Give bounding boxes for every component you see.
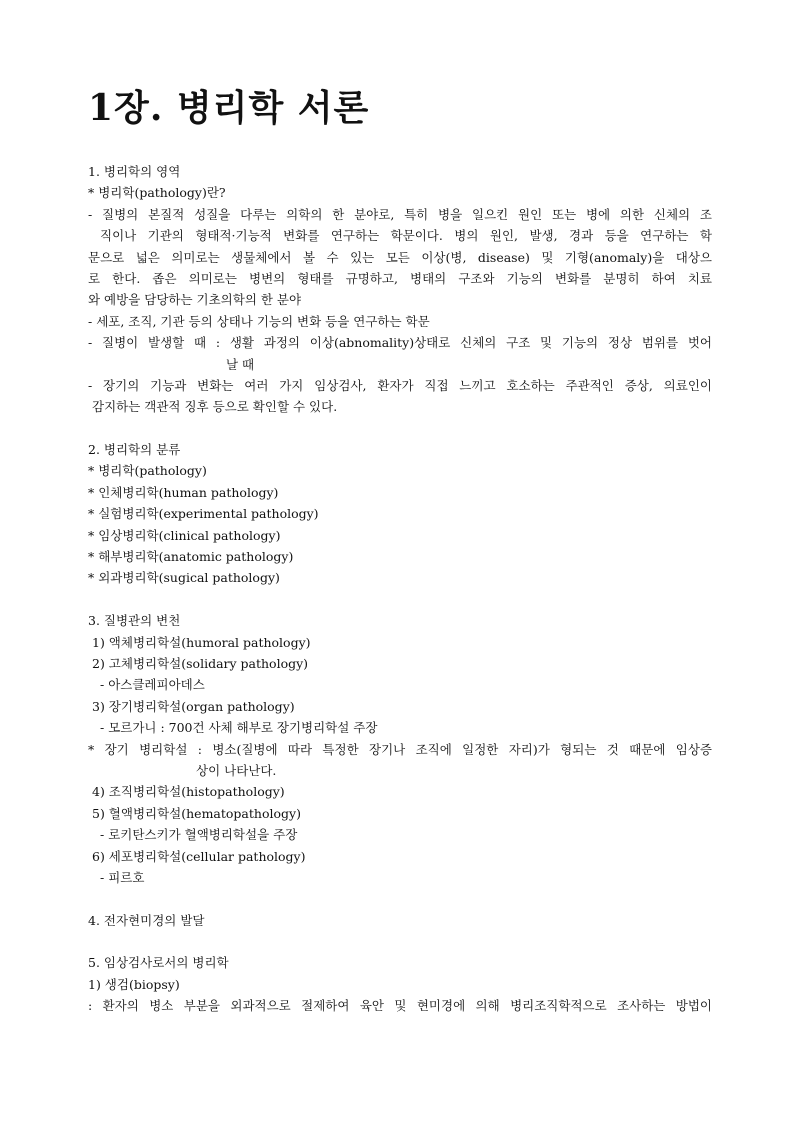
list-item: 4) 조직병리학설(histopathology) bbox=[92, 784, 285, 800]
list-item: 1) 생검(biopsy) bbox=[88, 976, 180, 992]
list-item: * 외과병리학(sugical pathology) bbox=[88, 570, 280, 586]
spacer bbox=[88, 888, 712, 909]
paragraph-line: - 세포, 조직, 기관 등의 상태나 기능의 변화 등을 연구하는 학문 bbox=[88, 313, 430, 329]
question-line: * 병리학(pathology)란? bbox=[88, 185, 226, 201]
paragraph-line: 날 때 bbox=[226, 356, 255, 372]
sub-item: - 모르가니 : 700건 사체 해부로 장기병리학설 주장 bbox=[100, 720, 378, 736]
list-item: * 해부병리학(anatomic pathology) bbox=[88, 549, 294, 565]
list-item: 1) 액체병리학설(humoral pathology) bbox=[92, 634, 311, 650]
section-heading: 5. 임상검사로서의 병리학 bbox=[88, 955, 229, 971]
section-heading: 1. 병리학의 영역 bbox=[88, 164, 181, 179]
note-line: * 장기 병리학설 : 병소(질병에 따라 특정한 장기나 조직에 일정한 자리)가 형되는 것 때문에 임상증 bbox=[88, 741, 712, 757]
paragraph-line: 문으로 넓은 의미로는 생물체에서 볼 수 있는 모든 이상(병, disease) 및 기형(anomaly)을 대상으 bbox=[88, 249, 712, 265]
page-title: 1장. 병리학 서론 bbox=[88, 87, 370, 129]
paragraph-line: 로 한다. 좁은 의미로는 병변의 형태를 규명하고, 병태의 구조와 기능의 변화를 분명히 하여 치료 bbox=[88, 270, 712, 286]
paragraph-line: 와 예방을 담당하는 기초의학의 한 분야 bbox=[88, 292, 302, 308]
paragraph-line: - 질병의 본질적 성질을 다루는 의학의 한 분야로, 특히 병을 일으킨 원인 또는 병에 의한 신체의 조 bbox=[88, 206, 712, 222]
spacer bbox=[88, 418, 712, 439]
section-heading: 2. 병리학의 분류 bbox=[88, 442, 181, 458]
section-heading: 3. 질병관의 변천 bbox=[88, 613, 181, 629]
note-line: 상이 나타난다. bbox=[196, 762, 277, 778]
list-item: 5) 혈액병리학설(hematopathology) bbox=[92, 805, 301, 821]
paragraph-line: - 질병이 발생할 때 : 생활 과정의 이상(abnomality)상태로 신체의 구조 및 기능의 정상 범위를 벗어 bbox=[88, 335, 712, 351]
paragraph-line: : 환자의 병소 부분을 외과적으로 절제하여 육안 및 현미경에 의해 병리조직학적으로 조사하는 방법이 bbox=[88, 998, 712, 1014]
sub-item: - 아스클레피아데스 bbox=[100, 677, 205, 693]
list-item: * 인체병리학(human pathology) bbox=[88, 484, 279, 500]
list-item: * 실험병리학(experimental pathology) bbox=[88, 506, 319, 522]
sub-item: - 로키탄스키가 혈액병리학설을 주장 bbox=[100, 827, 298, 843]
list-item: 2) 고체병리학설(solidary pathology) bbox=[92, 655, 309, 671]
sub-item: - 피르호 bbox=[100, 869, 145, 885]
spacer bbox=[88, 931, 712, 952]
paragraph-line: - 장기의 기능과 변화는 여러 가지 임상검사, 환자가 직접 느끼고 호소하는 주관적인 증상, 의료인이 bbox=[88, 377, 712, 393]
list-item: 3) 장기병리학설(organ pathology) bbox=[92, 698, 295, 714]
spacer bbox=[88, 589, 712, 610]
paragraph-line: 직이나 기관의 형태적·기능적 변화를 연구하는 학문이다. 병의 원인, 발생, 경과 등을 연구하는 학 bbox=[100, 228, 712, 244]
list-item: * 병리학(pathology) bbox=[88, 463, 207, 479]
list-item: 6) 세포병리학설(cellular pathology) bbox=[92, 848, 306, 864]
document-body bbox=[88, 161, 712, 1017]
section-heading: 4. 전자현미경의 발달 bbox=[88, 912, 205, 928]
list-item: * 임상병리학(clinical pathology) bbox=[88, 527, 281, 543]
paragraph-line: 감지하는 객관적 징후 등으로 확인할 수 있다. bbox=[92, 399, 338, 415]
